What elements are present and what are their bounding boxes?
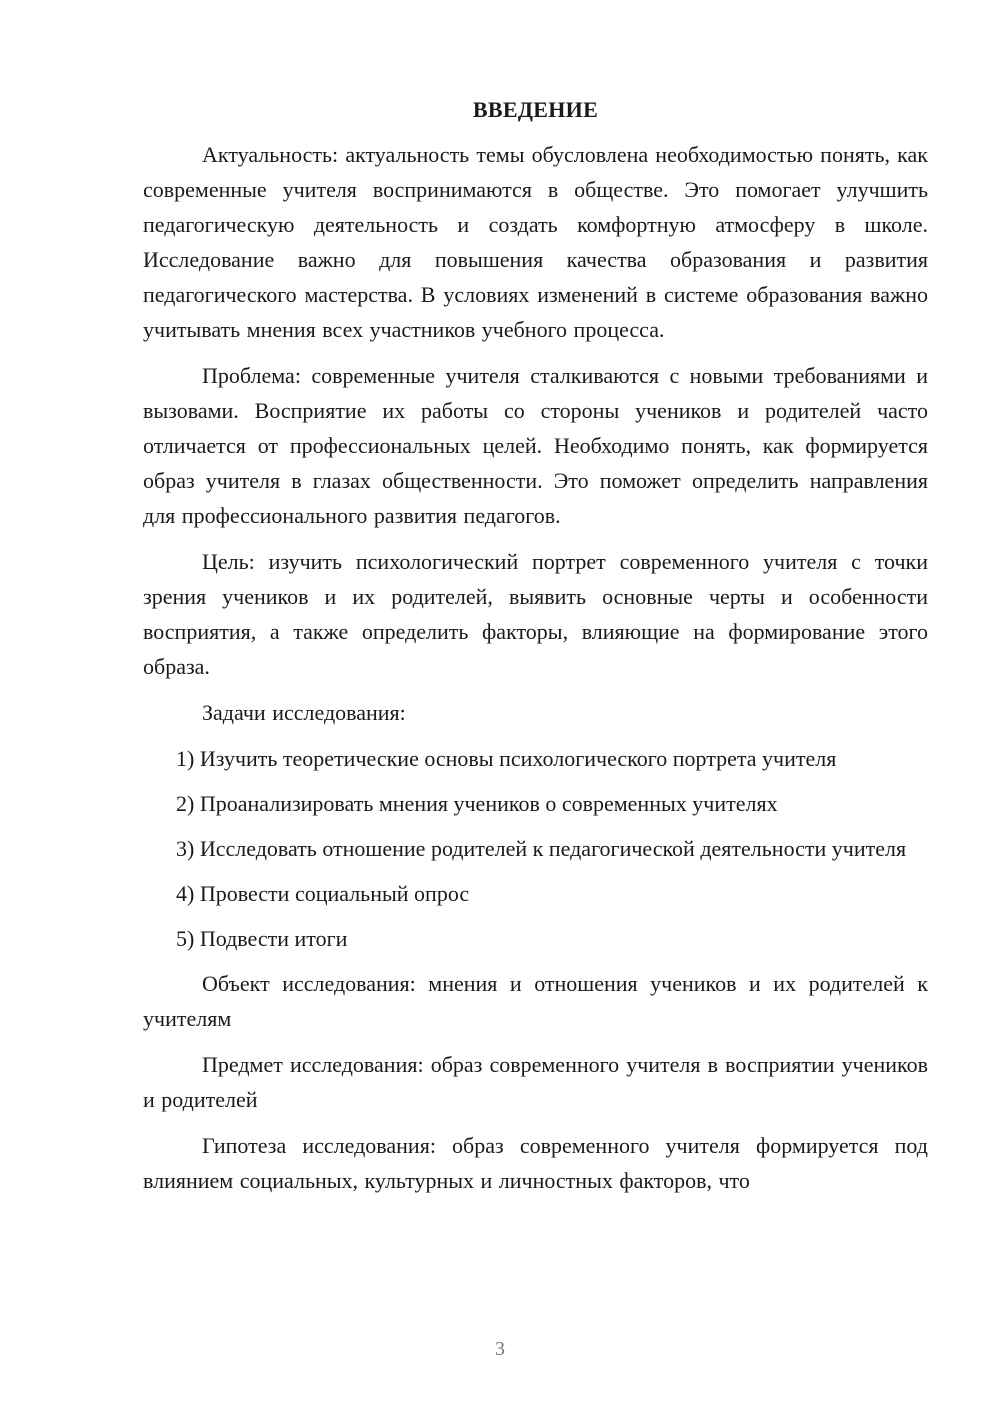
task-item-2: 2) Проанализировать мнения учеников о современных учителях bbox=[176, 791, 778, 816]
task-item-4: 4) Провести социальный опрос bbox=[176, 881, 470, 906]
paragraph-problem: Проблема: современные учителя сталкиваются с новыми требованиями и вызовами. Восприятие их работы со стороны учеников и родителей часто отличается от профессиональных целей. Необходимо понять, как формируется образ учителя в глазах общественности. Это поможет определить направления для профессионального развития педагогов. bbox=[143, 363, 928, 528]
paragraph-goal: Цель: изучить психологический портрет современного учителя с точки зрения учеников и их родителей, выявить основные черты и особенности восприятия, а также определить факторы, влияющие на формирование этого образа. bbox=[143, 549, 928, 679]
tasks-heading: Задачи исследования: bbox=[202, 700, 406, 725]
paragraph-subject: Предмет исследования: образ современного учителя в восприятии учеников и родителей bbox=[143, 1052, 928, 1112]
task-item-5: 5) Подвести итоги bbox=[176, 926, 348, 951]
page-number: 3 bbox=[495, 1338, 505, 1360]
section-title: ВВЕДЕНИЕ bbox=[472, 97, 599, 122]
paragraph-relevance: Актуальность: актуальность темы обусловлена необходимостью понять, как современные учителя воспринимаются в обществе. Это помогает улучшить педагогическую деятельность и создать комфортную атмосферу в школе. Исследование важно для повышения качества образования и развития педагогического мастерства. В условиях изменений в системе образования важно учитывать мнения всех участников учебного процесса. bbox=[143, 142, 928, 342]
paragraph-object: Объект исследования: мнения и отношения учеников и их родителей к учителям bbox=[143, 971, 928, 1031]
task-item-3: 3) Исследовать отношение родителей к педагогической деятельности учителя bbox=[176, 836, 907, 861]
task-item-1: 1) Изучить теоретические основы психологического портрета учителя bbox=[176, 746, 837, 771]
page-content bbox=[143, 92, 928, 1209]
paragraph-hypothesis: Гипотеза исследования: образ современного учителя формируется под влиянием социальных, культурных и личностных факторов, что bbox=[143, 1133, 928, 1193]
